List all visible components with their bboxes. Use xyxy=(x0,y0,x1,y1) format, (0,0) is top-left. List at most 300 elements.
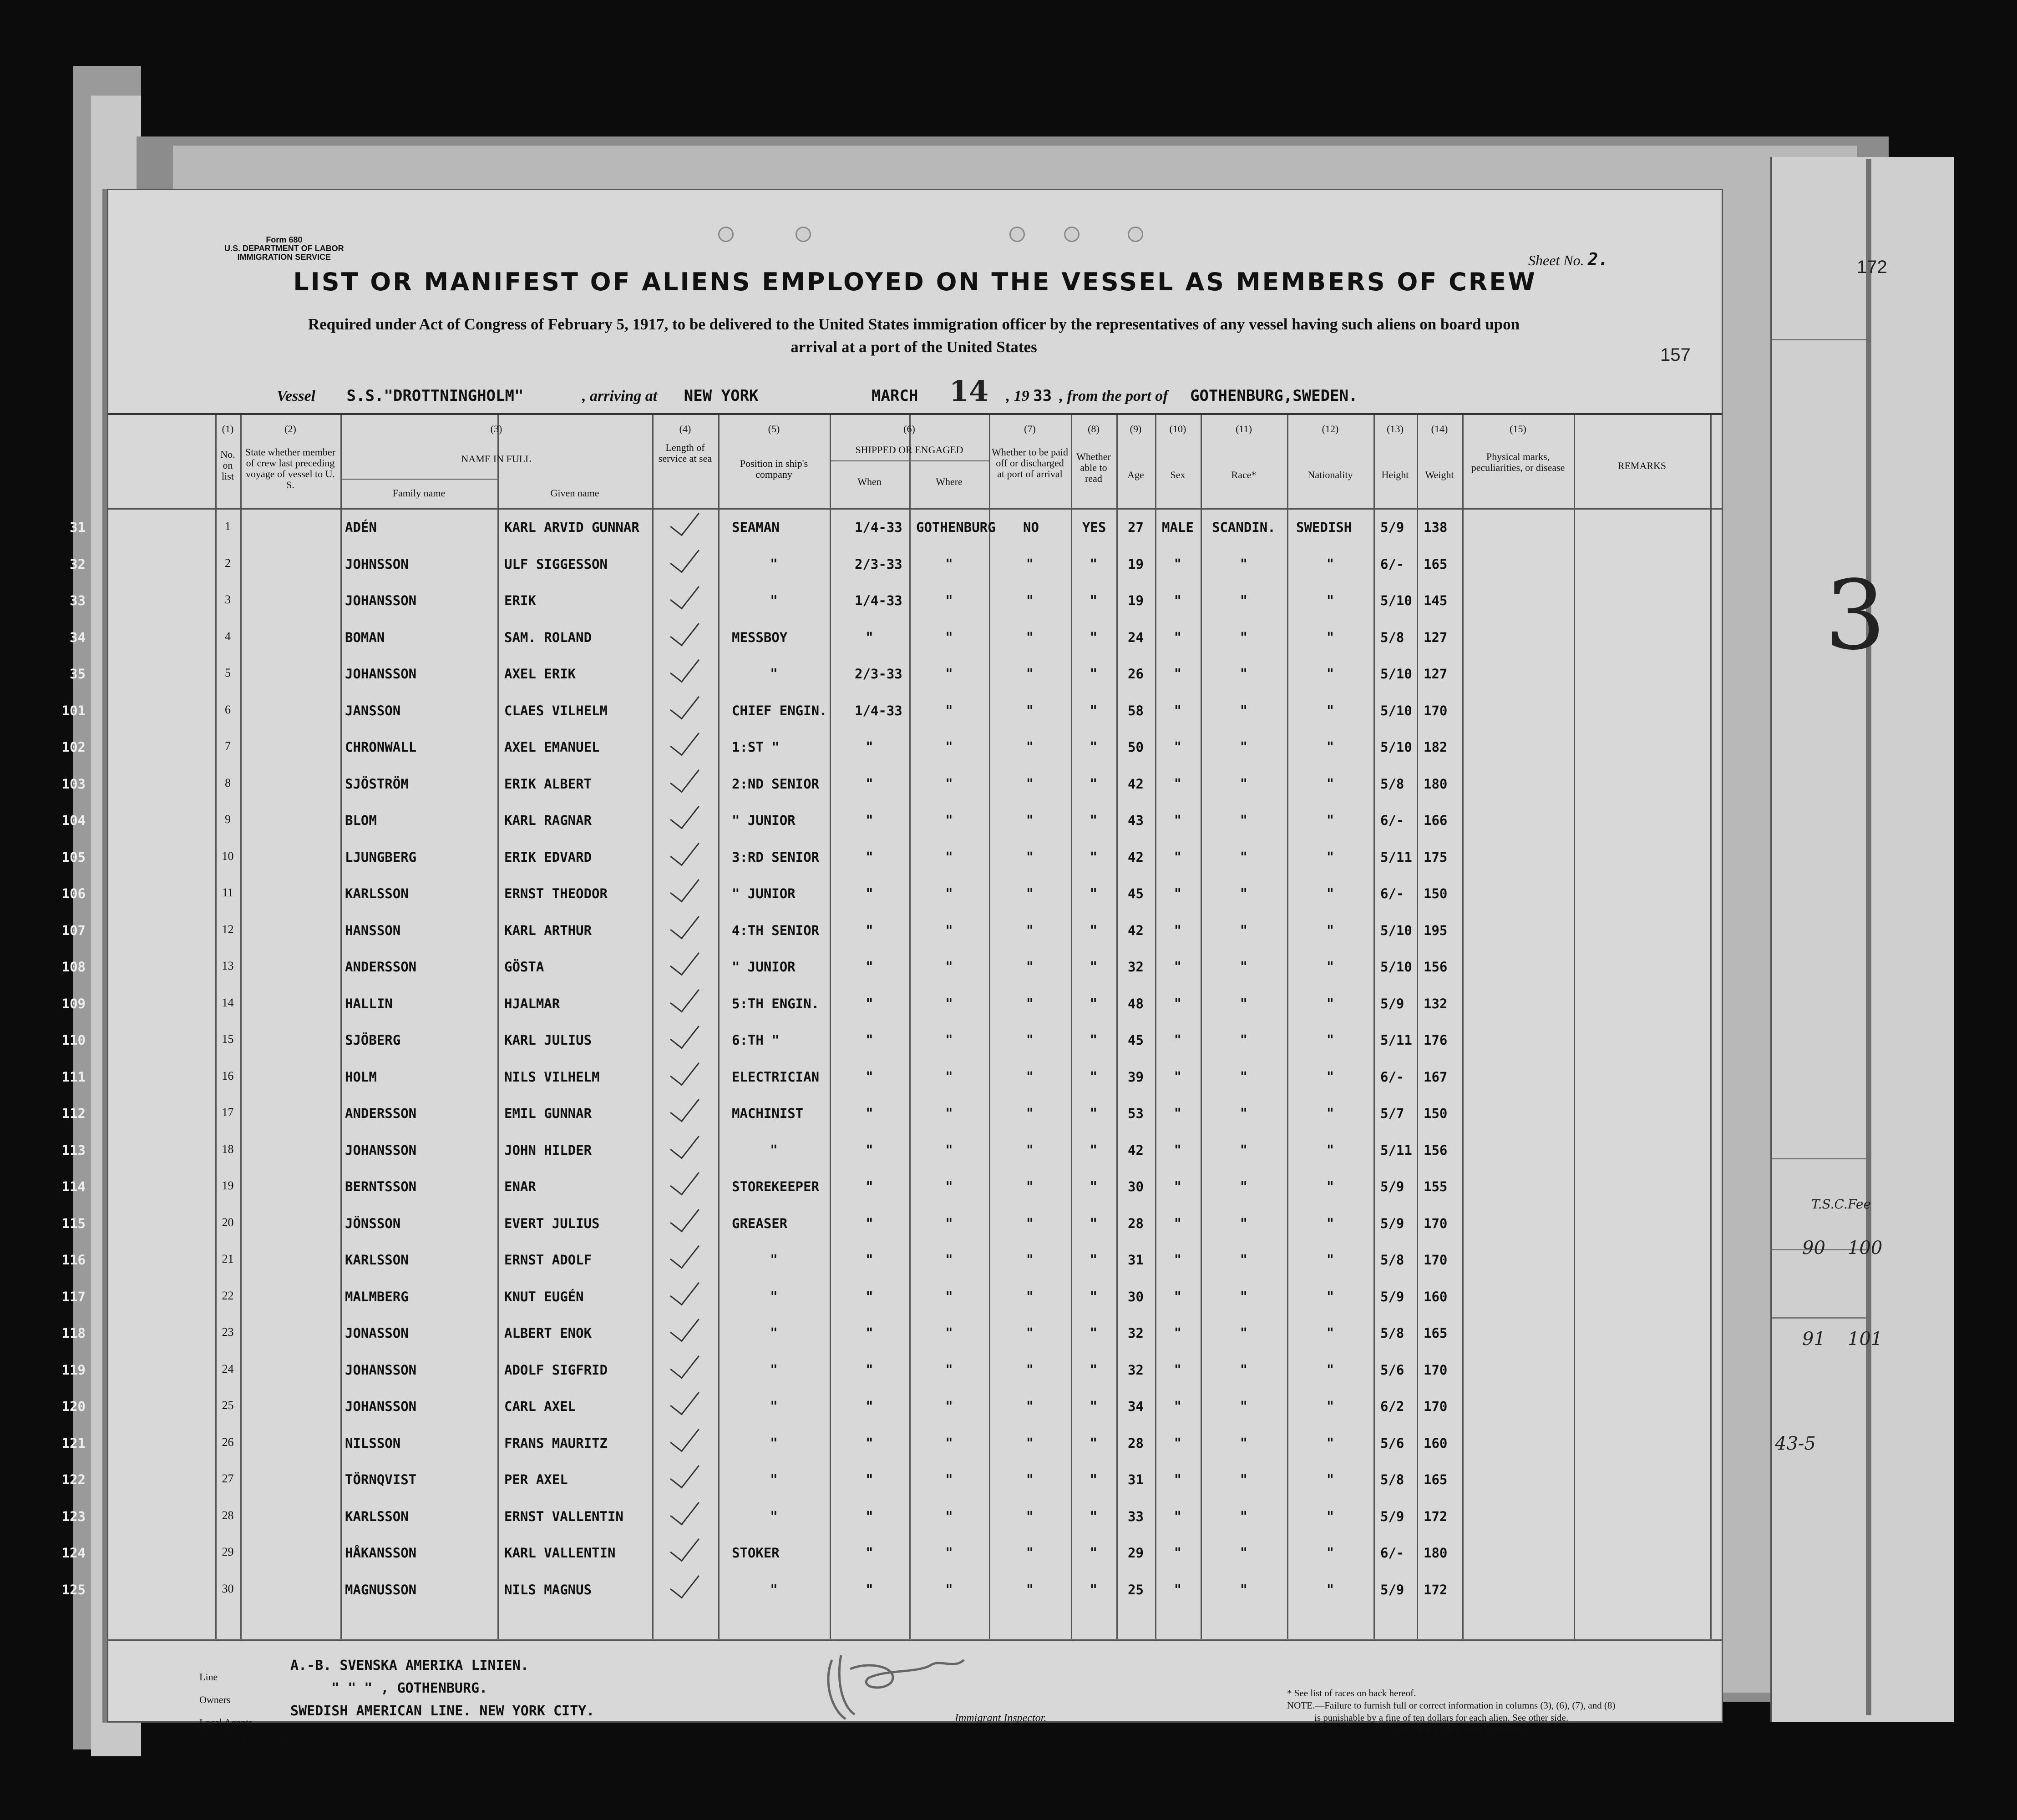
paid-off: " xyxy=(1026,629,1034,646)
paid-off: " xyxy=(1026,1545,1034,1561)
shipped-where: " xyxy=(945,1399,953,1415)
shipped-when: " xyxy=(866,1582,873,1598)
table-row xyxy=(61,1069,1722,1106)
shipped-where: " xyxy=(945,922,953,939)
table-row xyxy=(70,593,1722,629)
height: 6/- xyxy=(1380,1069,1404,1085)
row-rule xyxy=(340,479,497,480)
column-header-age: Age xyxy=(1127,469,1144,480)
race: " xyxy=(1240,1399,1247,1415)
given-name: ERIK ALBERT xyxy=(504,776,592,792)
nationality: " xyxy=(1327,1289,1334,1305)
list-number: 30 xyxy=(222,1582,234,1595)
margin-note: 100 xyxy=(1848,1238,1883,1259)
age: 39 xyxy=(1128,1069,1144,1085)
column-header-last-voyage: State whether member of crew last preceding voyage of vessel to U. S. xyxy=(245,446,335,490)
table-row xyxy=(61,1106,1722,1142)
family-name: BLOM xyxy=(345,813,377,828)
given-name: NILS VILHELM xyxy=(504,1069,600,1085)
height: 5/9 xyxy=(1380,1582,1404,1598)
shipped-where: " xyxy=(945,556,953,572)
position: " xyxy=(770,1289,778,1305)
ruled-line xyxy=(1772,1158,1868,1159)
margin-number: 110 xyxy=(61,1032,86,1048)
list-number: 2 xyxy=(225,556,231,570)
able-to-read: " xyxy=(1090,1142,1097,1158)
weight: 138 xyxy=(1424,520,1448,535)
column-header-name: NAME IN FULL xyxy=(461,453,532,465)
able-to-read: " xyxy=(1090,996,1097,1012)
table-row xyxy=(61,703,1722,739)
age: 45 xyxy=(1128,1032,1144,1048)
sheet-edge xyxy=(1866,159,1871,1715)
race: " xyxy=(1240,629,1247,646)
inspector-signature xyxy=(818,1642,978,1724)
column-header-given-name: Given name xyxy=(550,487,599,499)
nationality: " xyxy=(1327,1545,1334,1561)
sex: " xyxy=(1174,1472,1181,1488)
age: 29 xyxy=(1128,1545,1144,1561)
margin-number: 34 xyxy=(70,629,86,645)
arriving-label: , arriving at xyxy=(582,388,658,404)
sex: " xyxy=(1174,703,1181,719)
age: 42 xyxy=(1128,776,1144,792)
nationality: " xyxy=(1327,922,1334,939)
column-number: (13) xyxy=(1387,423,1404,435)
shipped-when: " xyxy=(866,629,873,646)
column-header-read: Whether able to read xyxy=(1076,451,1111,484)
given-name: KARL ARVID GUNNAR xyxy=(504,520,639,535)
weight: 180 xyxy=(1424,1545,1448,1561)
age: 42 xyxy=(1128,922,1144,938)
arrival-day: 14 xyxy=(949,374,989,408)
nationality: " xyxy=(1327,813,1334,829)
manifest-sheet xyxy=(61,189,1723,1744)
family-name: JOHANSSON xyxy=(345,1142,417,1158)
shipped-where: " xyxy=(945,593,953,609)
list-number: 16 xyxy=(222,1069,234,1082)
margin-number: 31 xyxy=(70,520,86,535)
margin-note: Fee xyxy=(1848,1197,1871,1212)
shipped-when: " xyxy=(866,1399,873,1415)
paid-off: " xyxy=(1026,1032,1034,1048)
family-name: BOMAN xyxy=(345,629,385,645)
shipped-when: " xyxy=(866,922,873,939)
list-number: 10 xyxy=(222,849,234,863)
height: 5/10 xyxy=(1380,593,1412,608)
table-row xyxy=(61,776,1722,813)
margin-number: 102 xyxy=(61,739,86,755)
column-number: (15) xyxy=(1510,423,1526,435)
race: " xyxy=(1240,1289,1247,1305)
given-name: ERNST THEODOR xyxy=(504,886,608,901)
position: MESSBOY xyxy=(732,629,788,645)
weight: 156 xyxy=(1424,959,1448,975)
column-header-position: Position in ship's company xyxy=(740,458,808,480)
sex: " xyxy=(1174,1325,1181,1341)
shipped-when: " xyxy=(866,849,873,865)
margin-number: 125 xyxy=(61,1582,86,1598)
able-to-read: " xyxy=(1090,1435,1097,1451)
given-name: KARL RAGNAR xyxy=(504,813,592,828)
list-number: 28 xyxy=(222,1508,234,1522)
list-number: 22 xyxy=(222,1289,234,1302)
shipped-when: " xyxy=(866,1508,873,1525)
given-name: ERNST VALLENTIN xyxy=(504,1508,623,1524)
height: 6/- xyxy=(1380,886,1404,901)
sheet-label: Sheet No. xyxy=(1528,252,1584,268)
handwritten-mark: 3 xyxy=(1825,560,1886,671)
sheet-number xyxy=(1528,249,1608,269)
column-header-family-name: Family name xyxy=(392,487,446,499)
paid-off: " xyxy=(1026,739,1034,755)
nationality: " xyxy=(1327,886,1334,902)
position: STOKER xyxy=(732,1545,780,1561)
family-name: NILSSON xyxy=(345,1435,401,1451)
arrival-month: MARCH xyxy=(872,387,918,405)
position: " JUNIOR xyxy=(732,959,796,975)
column-number: (14) xyxy=(1431,423,1448,435)
given-name: GÖSTA xyxy=(504,959,544,975)
table-row xyxy=(61,1582,1722,1618)
from-label: , from the port of xyxy=(1059,388,1168,404)
sex: " xyxy=(1174,556,1181,572)
paid-off: " xyxy=(1026,1215,1034,1232)
height: 5/7 xyxy=(1380,1106,1404,1121)
age: 26 xyxy=(1128,666,1144,682)
ruled-line xyxy=(1772,339,1868,340)
able-to-read: " xyxy=(1090,556,1097,572)
given-name: FRANS MAURITZ xyxy=(504,1435,608,1451)
shipped-when: " xyxy=(866,776,873,792)
given-name: ALBERT ENOK xyxy=(504,1325,592,1341)
shipped-when: " xyxy=(866,1032,873,1048)
paid-off: " xyxy=(1026,1106,1034,1122)
shipped-where: GOTHENBURG xyxy=(916,520,996,535)
age: 53 xyxy=(1128,1106,1144,1121)
able-to-read: " xyxy=(1090,629,1097,646)
year-prefix: , 19 xyxy=(1006,388,1029,404)
paid-off: " xyxy=(1026,1142,1034,1158)
position: 2:ND SENIOR xyxy=(732,776,820,792)
able-to-read: " xyxy=(1090,1215,1097,1232)
able-to-read: " xyxy=(1090,739,1097,755)
given-name: ULF SIGGESSON xyxy=(504,556,608,572)
age: 30 xyxy=(1128,1179,1144,1194)
race: " xyxy=(1240,1472,1247,1488)
table-row xyxy=(61,1032,1722,1069)
race: " xyxy=(1240,1142,1247,1158)
sex: " xyxy=(1174,593,1181,609)
race: " xyxy=(1240,922,1247,939)
height: 5/10 xyxy=(1380,959,1412,975)
nationality: " xyxy=(1327,959,1334,975)
weight: 160 xyxy=(1424,1289,1448,1304)
paid-off: " xyxy=(1026,1289,1034,1305)
table-row xyxy=(61,959,1722,996)
list-number: 6 xyxy=(225,703,231,716)
position: " xyxy=(770,593,778,609)
service: IMMIGRATION SERVICE xyxy=(237,253,331,262)
family-name: JOHNSSON xyxy=(345,556,409,572)
position: 1:ST " xyxy=(732,739,780,755)
margin-number: 106 xyxy=(61,886,86,901)
able-to-read: " xyxy=(1090,703,1097,719)
stamp-number: 157 xyxy=(1660,345,1691,365)
vessel-line xyxy=(277,374,1358,408)
margin-note: 43-5 xyxy=(1775,1433,1816,1454)
margin-number: 108 xyxy=(61,959,86,975)
age: 31 xyxy=(1128,1252,1144,1268)
subtitle xyxy=(208,313,1619,359)
given-name: ADOLF SIGFRID xyxy=(504,1362,608,1378)
family-name: CHRONWALL xyxy=(345,739,417,755)
table-row xyxy=(61,849,1722,886)
margin-number: 104 xyxy=(61,813,86,828)
table-row xyxy=(61,1142,1722,1179)
paid-off: " xyxy=(1026,776,1034,792)
nationality: " xyxy=(1327,1508,1334,1525)
column-number: (4) xyxy=(679,423,691,435)
footnote-races: * See list of races on back hereof. xyxy=(1287,1688,1416,1699)
sex: " xyxy=(1174,1399,1181,1415)
age: 33 xyxy=(1128,1508,1144,1524)
height: 5/8 xyxy=(1380,1472,1404,1487)
age: 32 xyxy=(1128,959,1144,975)
weight: 176 xyxy=(1424,1032,1448,1048)
weight: 166 xyxy=(1424,813,1448,828)
table-row xyxy=(70,629,1722,666)
race: " xyxy=(1240,1179,1247,1195)
age: 42 xyxy=(1128,849,1144,865)
position: " xyxy=(770,666,778,682)
list-number: 17 xyxy=(222,1106,234,1119)
position: 5:TH ENGIN. xyxy=(732,996,820,1011)
shipped-where: " xyxy=(945,739,953,755)
table-row xyxy=(70,520,1722,556)
paid-off: " xyxy=(1026,1435,1034,1451)
height: 5/8 xyxy=(1380,1252,1404,1268)
family-name: JOHANSSON xyxy=(345,1399,417,1414)
margin-number: 120 xyxy=(61,1399,86,1414)
shipped-when: " xyxy=(866,1252,873,1268)
able-to-read: " xyxy=(1090,959,1097,975)
given-name: ERIK xyxy=(504,593,536,608)
nationality: " xyxy=(1327,1582,1334,1598)
shipped-where: " xyxy=(945,703,953,719)
column-number: (11) xyxy=(1236,423,1252,435)
table-row xyxy=(61,1289,1722,1325)
list-number: 26 xyxy=(222,1435,234,1449)
race: " xyxy=(1240,1325,1247,1341)
race: " xyxy=(1240,813,1247,829)
column-number: (1) xyxy=(222,423,234,435)
paid-off: " xyxy=(1026,886,1034,902)
age: 43 xyxy=(1128,813,1144,828)
shipped-where: " xyxy=(945,1545,953,1561)
shipped-where: " xyxy=(945,1582,953,1598)
punch-hole xyxy=(1009,227,1025,242)
table-row xyxy=(70,666,1722,703)
form-header xyxy=(224,236,344,262)
position: " xyxy=(770,1435,778,1451)
shipped-when: " xyxy=(866,1472,873,1488)
able-to-read: " xyxy=(1090,813,1097,829)
nationality: " xyxy=(1327,1069,1334,1085)
shipped-where: " xyxy=(945,1142,953,1158)
position: 6:TH " xyxy=(732,1032,780,1048)
weight: 150 xyxy=(1424,886,1448,901)
column-header-race: Race* xyxy=(1231,469,1257,480)
footnote-penalty: NOTE.—Failure to furnish full or correct information in columns (3), (6), (7), and (8) xyxy=(1287,1700,1616,1711)
paid-off: " xyxy=(1026,959,1034,975)
list-number: 15 xyxy=(222,1032,234,1046)
shipped-where: " xyxy=(945,886,953,902)
table-row xyxy=(61,1399,1722,1435)
shipped-where: " xyxy=(945,629,953,646)
position: " xyxy=(770,556,778,572)
list-number: 20 xyxy=(222,1215,234,1229)
age: 45 xyxy=(1128,886,1144,901)
weight: 155 xyxy=(1424,1179,1448,1194)
margin-number: 116 xyxy=(61,1252,86,1268)
column-header-service: Length of service at sea xyxy=(658,442,712,464)
age: 27 xyxy=(1128,520,1144,535)
sex: " xyxy=(1174,666,1181,682)
sex: " xyxy=(1174,886,1181,902)
paid-off: " xyxy=(1026,1582,1034,1598)
able-to-read: " xyxy=(1090,1069,1097,1085)
family-name: JANSSON xyxy=(345,703,401,718)
position: SEAMAN xyxy=(732,520,780,535)
sex: " xyxy=(1174,1252,1181,1268)
paid-off: " xyxy=(1026,1069,1034,1085)
age: 48 xyxy=(1128,996,1144,1011)
able-to-read: " xyxy=(1090,1252,1097,1268)
column-header-paid-off: Whether to be paid off or discharged at port of arrival xyxy=(992,446,1068,480)
weight: 170 xyxy=(1424,1399,1448,1414)
family-name: JOHANSSON xyxy=(345,1362,417,1378)
sex: " xyxy=(1174,1435,1181,1451)
weight: 165 xyxy=(1424,1472,1448,1487)
able-to-read: " xyxy=(1090,886,1097,902)
family-name: SJÖBERG xyxy=(345,1032,401,1048)
list-number: 13 xyxy=(222,959,234,972)
list-number: 18 xyxy=(222,1142,234,1156)
paid-off: " xyxy=(1026,996,1034,1012)
shipped-where: " xyxy=(945,1179,953,1195)
shipped-when: " xyxy=(866,1215,873,1232)
height: 5/11 xyxy=(1380,849,1412,865)
sex: " xyxy=(1174,1289,1181,1305)
weight: 175 xyxy=(1424,849,1448,865)
position: STOREKEEPER xyxy=(732,1179,820,1194)
height: 6/- xyxy=(1380,1545,1404,1561)
family-name: ADÉN xyxy=(345,520,377,535)
paid-off: " xyxy=(1026,556,1034,572)
weight: 170 xyxy=(1424,703,1448,718)
position: " xyxy=(770,1142,778,1158)
form-number: Form 680 xyxy=(266,235,303,244)
weight: 132 xyxy=(1424,996,1448,1011)
departure-port: GOTHENBURG,SWEDEN. xyxy=(1190,387,1358,405)
table-row xyxy=(61,739,1722,776)
height: 6/- xyxy=(1380,813,1404,828)
paid-off: " xyxy=(1026,849,1034,865)
given-name: CLAES VILHELM xyxy=(504,703,608,718)
nationality: " xyxy=(1327,1106,1334,1122)
family-name: JOHANSSON xyxy=(345,593,417,608)
height: 5/9 xyxy=(1380,520,1404,535)
margin-number: 107 xyxy=(61,922,86,938)
race: " xyxy=(1240,1508,1247,1525)
sex: " xyxy=(1174,1362,1181,1378)
family-name: HOLM xyxy=(345,1069,377,1085)
family-name: HALLIN xyxy=(345,996,393,1011)
paid-off: " xyxy=(1026,813,1034,829)
given-name: AXEL EMANUEL xyxy=(504,739,600,755)
given-name: NILS MAGNUS xyxy=(504,1582,592,1598)
nationality: SWEDISH xyxy=(1296,520,1352,535)
position: " xyxy=(770,1508,778,1525)
owners-value: " " " , GOTHENBURG. xyxy=(331,1680,488,1696)
agents-value: SWEDISH AMERICAN LINE. NEW YORK CITY. xyxy=(290,1703,595,1719)
position: 3:RD SENIOR xyxy=(732,849,820,865)
given-name: KNUT EUGÉN xyxy=(504,1289,584,1304)
page-title: LIST OR MANIFEST OF ALIENS EMPLOYED ON THE VESSEL AS MEMBERS OF CREW xyxy=(293,268,1537,296)
margin-number: 103 xyxy=(61,776,86,792)
given-name: JOHN HILDER xyxy=(504,1142,592,1158)
shipped-where: " xyxy=(945,666,953,682)
column-number: (2) xyxy=(284,423,296,435)
height: 6/2 xyxy=(1380,1399,1404,1414)
sex: " xyxy=(1174,996,1181,1012)
able-to-read: " xyxy=(1090,1032,1097,1048)
shipped-when: 1/4-33 xyxy=(855,703,902,718)
shipped-when: " xyxy=(866,1106,873,1122)
nationality: " xyxy=(1327,996,1334,1012)
race: " xyxy=(1240,593,1247,609)
sex: " xyxy=(1174,1582,1181,1598)
printer-mark: CENTRALTR, STOCKHOLM xyxy=(208,1737,289,1744)
shipped-where: " xyxy=(945,959,953,975)
margin-note: 101 xyxy=(1848,1329,1883,1350)
given-name: EMIL GUNNAR xyxy=(504,1106,592,1121)
race: " xyxy=(1240,1362,1247,1378)
nationality: " xyxy=(1327,1325,1334,1341)
weight: 145 xyxy=(1424,593,1448,608)
height: 5/8 xyxy=(1380,776,1404,792)
height: 5/6 xyxy=(1380,1362,1404,1378)
height: 5/6 xyxy=(1380,1435,1404,1451)
sex: " xyxy=(1174,739,1181,755)
column-number: (5) xyxy=(768,423,780,435)
able-to-read: " xyxy=(1090,1362,1097,1378)
punch-hole xyxy=(1064,227,1079,242)
given-name: KARL JULIUS xyxy=(504,1032,592,1048)
weight: 195 xyxy=(1424,922,1448,938)
nationality: " xyxy=(1327,556,1334,572)
weight: 156 xyxy=(1424,1142,1448,1158)
list-number: 19 xyxy=(222,1179,234,1192)
position: " xyxy=(770,1582,778,1598)
nationality: " xyxy=(1327,1179,1334,1195)
weight: 172 xyxy=(1424,1582,1448,1598)
able-to-read: YES xyxy=(1082,520,1106,535)
able-to-read: " xyxy=(1090,1106,1097,1122)
position: CHIEF ENGIN. xyxy=(732,703,827,718)
age: 32 xyxy=(1128,1325,1144,1341)
